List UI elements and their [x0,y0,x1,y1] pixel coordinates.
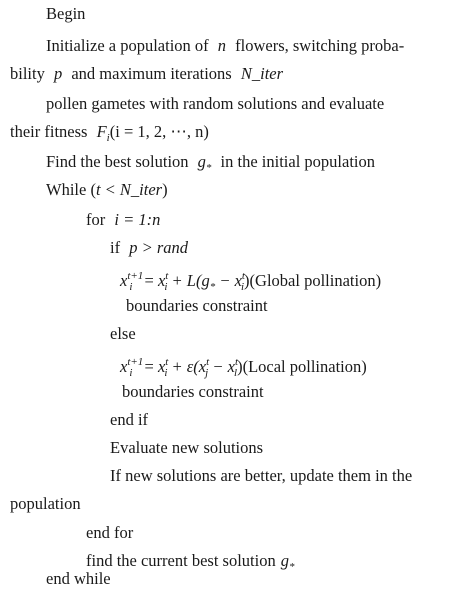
leq-x-rhs-sub: i [164,367,168,379]
find-text-a: Find the best solution [46,152,189,171]
init-text-a: Initialize a population of [46,36,209,55]
leq-eps: + ε(x [171,357,207,376]
end-while-line [46,569,111,589]
if-line [110,238,188,258]
var-g: g [197,152,206,171]
eq-levy: + L(g [171,271,210,290]
for-cond: i = 1:n [114,210,161,229]
for-text: for [86,210,106,229]
var-niter: N_iter [240,64,284,83]
update-line-1 [110,466,412,486]
init2-text-a: bility [10,64,45,83]
var-p: p [53,64,63,83]
init2-text-b: and maximum iterations [71,64,232,83]
evaluate-line [110,438,263,458]
begin-line [46,4,85,24]
else-line [110,324,136,344]
global-label: (Global pollination) [249,271,382,290]
boundaries-text-2: boundaries constraint [122,382,264,401]
init-text-b: flowers, switching proba- [235,36,405,55]
eq-x-lhs-sup: t+1 [127,270,144,282]
leq-x-rhs: x [157,357,166,376]
local-label: (Local pollination) [242,357,367,376]
else-text: else [110,324,136,343]
pollen-text-1: pollen gametes with random solutions and evaluate [46,94,385,113]
boundaries-line-2 [122,382,264,402]
var-g-current: g [280,551,289,570]
find-current-line [86,551,294,577]
init-line-1 [46,36,404,56]
init-line-2 [10,64,283,84]
eq-g-star: * [209,281,216,293]
leq-x-lhs-sup: t+1 [127,356,144,368]
leq-j-sup: t [206,356,210,368]
while-cond: t < N_iter [95,180,163,199]
update-text-2: population [10,494,81,513]
eq-equals: = [144,271,154,290]
local-pollination-eq [120,352,367,383]
eq-x-lhs-sub: i [129,281,133,293]
end-if-line [110,410,148,430]
find-text-b: in the initial population [220,152,375,171]
update-text-1: If new solutions are better, update them in the [110,466,413,485]
global-pollination-eq [120,266,381,297]
leq-close: ) [237,357,243,376]
leq-x-lhs-sub: i [129,367,133,379]
if-cond: p > rand [129,238,189,257]
var-g-star: * [205,162,212,174]
find-line [46,152,375,178]
update-line-2 [10,494,81,514]
find-current-text: find the current best solution [86,551,276,570]
end-if-text: end if [110,410,149,429]
end-while-text: end while [46,569,111,588]
eq-x-rhs: x [157,271,166,290]
leq-equals: = [144,357,154,376]
pollen-range: (i = 1, 2, ⋯, n) [109,122,209,141]
leq-j-sub: j [205,367,209,379]
leq-minus-x: − x [212,357,235,376]
leq-x-lhs: x [120,357,128,376]
eq-x-rhs-sub: i [164,281,168,293]
eq-close: ) [244,271,250,290]
end-for-text: end for [86,523,134,542]
for-line [86,210,160,230]
var-F-sub: i [106,132,110,144]
evaluate-text: Evaluate new solutions [110,438,264,457]
leq-l-sub: l [234,367,238,379]
while-text-a: While ( [46,180,96,199]
if-text: if [110,238,121,257]
while-text-b: ) [162,180,168,199]
begin-text: Begin [46,4,86,23]
eq-x-lhs: x [120,271,128,290]
var-n: n [217,36,227,55]
eq-minus-x: − x [219,271,242,290]
leq-l-sup: t [234,356,239,368]
pollen-line-2 [10,122,209,148]
eq-minus-sub: i [240,281,245,293]
eq-minus-sup: t [241,270,245,282]
var-F: F [96,122,107,141]
eq-x-rhs-sup: t [165,270,169,282]
end-for-line [86,523,133,543]
while-line [46,180,168,200]
pollen-text-2a: their fitness [10,122,88,141]
boundaries-line-1 [126,296,268,316]
var-g-current-star: * [288,561,295,573]
pollen-line-1 [46,94,384,114]
leq-x-rhs-sup: t [165,356,169,368]
boundaries-text-1: boundaries constraint [126,296,268,315]
